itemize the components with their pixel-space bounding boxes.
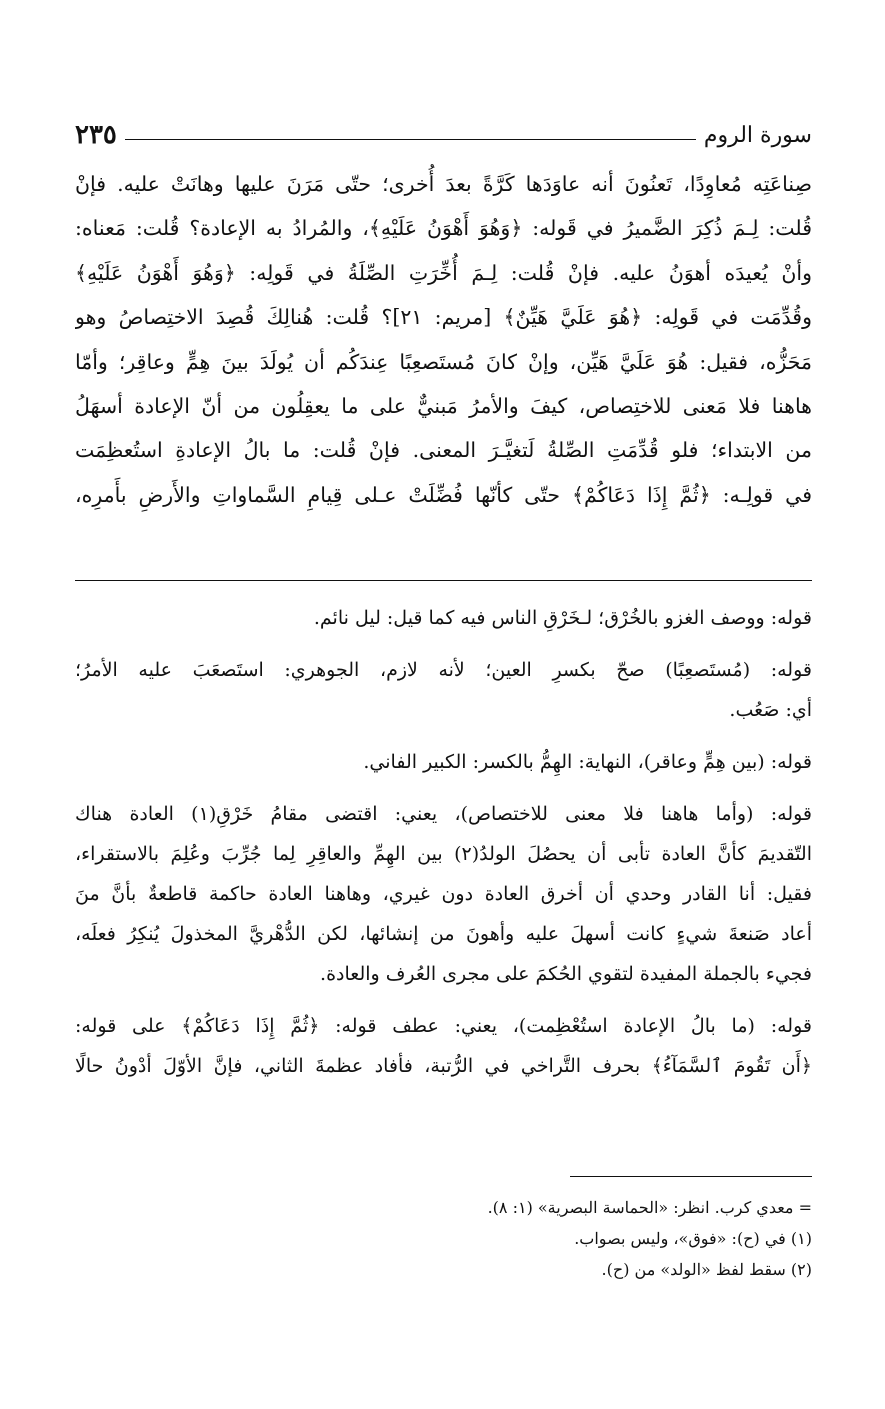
commentary: [75, 598, 812, 1098]
main-text-line: قُلت: لِـمَ ذُكِرَ الضَّميرُ في قَوله: ﴿وَهُوَ أَهْوَنُ عَلَيْهِ﴾، والمُرادُ به الإعادة؟ قُلت: مَعناه:: [75, 216, 812, 241]
footnote-separator: [570, 1176, 812, 1177]
main-text-line: صِناعَتِه مُعاوِدًا، تَعنُونَ أنه عاوَدَها كَرَّةً بعدَ أُخرى؛ حتّى مَرَنَ عليها وهانَتْ عليه. فإنْ: [75, 172, 812, 196]
commentary-line: قوله: (ما بالُ الإعادة استُعْظِمت)، يعني: عطف قوله: ﴿ثُمَّ إِذَا دَعَاكُمْ﴾ على قوله:: [75, 1015, 812, 1037]
commentary-line: قوله: (بين هِمٍّ وعاقر)، النهاية: الهِمُّ بالكسر: الكبير الفاني.: [363, 751, 812, 773]
main-text-line: وأنْ يُعيدَه أهوَنُ عليه. فإنْ قُلت: لِـمَ أُخِّرَتِ الصِّلَةُ في قَولِه: ﴿وَهُوَ أَهْوَنُ عَلَيْهِ﴾: [75, 260, 812, 285]
commentary-line: ﴿أَن تَقُومَ ٱلسَّمَآءُ﴾ بحرف التَّراخي في الرُّتبة، فأفاد عظمةَ الثاني، فإنَّ الأوّلَ أدْونُ حالًا: [75, 1055, 812, 1077]
commentary-line: قوله: ووصف الغزو بالخُرْق؛ لـخَرْقِ الناس فيه كما قيل: ليل نائم.: [313, 607, 812, 629]
page-number: ٢٣٥: [75, 120, 117, 150]
commentary-line: فقيل: أنا القادر وحدي أن أخرق العادة دون غيري، وهاهنا العادة حاكمة قاطعةٌ بأنَّ منَ: [75, 883, 812, 905]
main-text-line: هاهنا فلا مَعنى للاختِصاص، كيفَ والأمرُ مَبنيٌّ على ما يعقِلُون من أنّ الإعادة أسهَلُ: [75, 393, 812, 418]
commentary-line: أعاد صَنعةَ شيءٍ كانت أسهلَ عليه وأهونَ من إنشائها، لكن الدُّهْريَّ المخذولَ يُنكِرُ فعلَه،: [75, 923, 812, 945]
commentary-paragraph: [75, 598, 812, 638]
footnote: (٢) سقط لفظ «الولد» من (ح).: [601, 1260, 812, 1279]
main-text: [75, 162, 812, 517]
commentary-line: فجيء بالجملة المفيدة لتقوي الحُكمَ على مجرى العُرف والعادة.: [320, 963, 812, 985]
commentary-paragraph: [75, 650, 812, 730]
main-text-line: وقُدِّمَت في قَولِه: ﴿هُوَ عَلَيَّ هَيِّنٌ﴾ [مريم: ٢١]؟ قُلت: هُنالِكَ قُصِدَ الاختِصاصُ وهو: [75, 305, 812, 330]
main-text-line: مَحَزُّه، فقيل: هُوَ عَلَيَّ هَيِّن، وإنْ كانَ مُستَصعِبًا عِندَكُم أن يُولَدَ بينَ هِمٍّ وعاقِر؛ وأمّا: [75, 349, 812, 374]
commentary-paragraph: [75, 742, 812, 782]
footnote: (١) في (ح): «فوق»، وليس بصواب.: [574, 1229, 812, 1248]
running-header: [75, 112, 812, 152]
commentary-line: قوله: (مُستَصعِبًا) صحّ بكسرِ العين؛ لأنه لازم، الجوهري: استَصعَبَ عليه الأمرُ؛: [75, 659, 812, 681]
main-text-line: في قولِـه: ﴿ثُمَّ إِذَا دَعَاكُمْ﴾ حتّى كأنّها فُضِّلَتْ عـلى قِيامِ السَّماواتِ والأَرضِ بأَمرِه،: [75, 482, 812, 507]
main-text-line: من الابتداء؛ فلو قُدِّمَتِ الصِّلةُ لَتغيَّـرَ المعنى. فإنْ قُلت: ما بالُ الإعادةِ استُعظِمَت: [75, 438, 812, 463]
header-rule: [125, 139, 696, 140]
commentary-line: أي: صَعُب.: [729, 699, 812, 721]
commentary-line: التّقديمَ كأنَّ العادة تأبى أن يحصُلَ الولدُ(٢) بين الهِمِّ والعاقِرِ لِما جُرِّبَ وعُلِمَ بالاستقراء،: [75, 843, 812, 865]
commentary-paragraph: [75, 1006, 812, 1086]
footnotes: [75, 1192, 812, 1285]
footnote: = معدي كرب. انظر: «الحماسة البصرية» (١: ٨).: [487, 1198, 812, 1217]
commentary-line: قوله: (وأما هاهنا فلا معنى للاختصاص)، يعني: اقتضى مقامُ خَرْقِ(١) العادة هناك: [75, 803, 812, 825]
surah-title: سورة الروم: [703, 123, 812, 148]
commentary-paragraph: [75, 794, 812, 994]
main-text-separator: [75, 580, 812, 581]
